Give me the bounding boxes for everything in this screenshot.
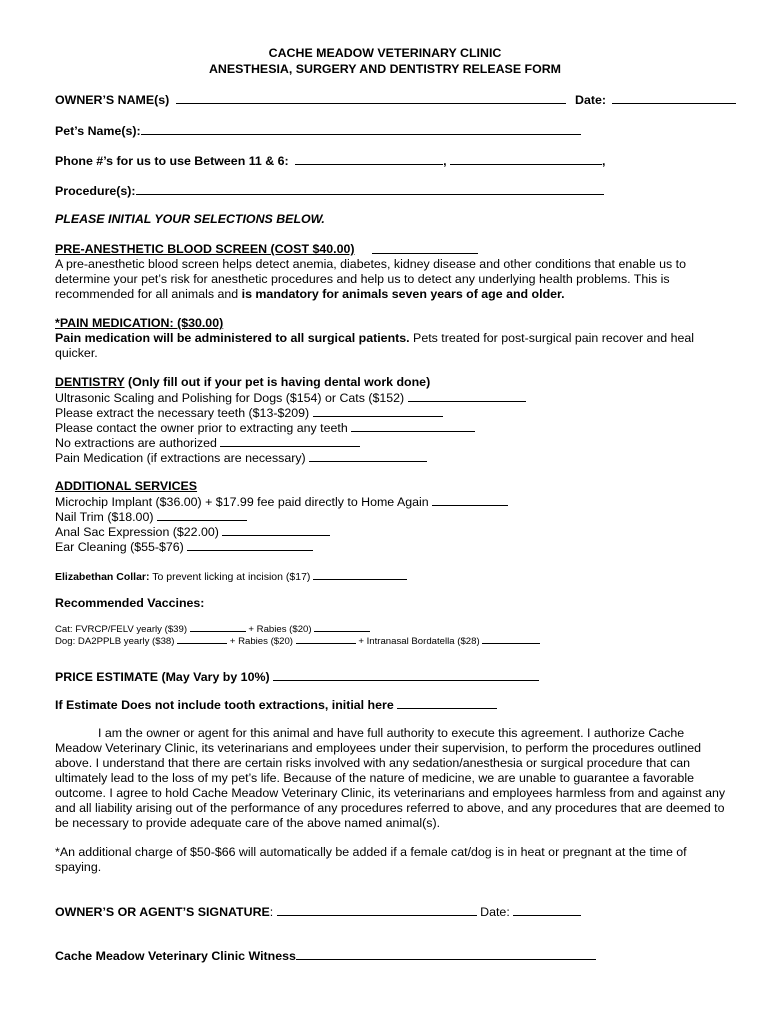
dentistry-item-field[interactable]: [309, 450, 427, 462]
dentistry-item-label: Please extract the necessary teeth ($13-$209): [55, 406, 310, 420]
owner-date-field[interactable]: [612, 92, 736, 104]
agreement-line: above. I understand that there are certain risks involved with any sedation/anesthesia or surgical procedure that can: [55, 756, 691, 770]
collar-text: To prevent licking at incision ($17): [149, 571, 311, 583]
agreement-line: ultimately lead to the loss of my pet’s life. Because of the nature of medicine, we are unable to guarantee a favorable: [55, 771, 694, 785]
pets-name-row: [55, 123, 581, 139]
additional-item-field[interactable]: [157, 509, 247, 521]
heat-note-1: *An additional charge of $50-$66 will automatically be added if a female cat/dog is in heat or pregnant at the time of: [55, 845, 687, 859]
additional-item-label: Nail Trim ($18.00): [55, 510, 154, 524]
cat-rabies-field[interactable]: [314, 622, 370, 632]
blood-screen-initial-field[interactable]: [372, 242, 478, 254]
signature-date-field[interactable]: [513, 904, 581, 916]
agreement-line: Meadow Veterinary Clinic, its veterinarians and employees under their supervision, to perform the procedures outlined: [55, 741, 702, 755]
pain-bold-text: Pain medication will be administered to all surgical patients.: [55, 331, 410, 345]
witness-label: Cache Meadow Veterinary Clinic Witness: [55, 949, 296, 963]
dentistry-item-label: Pain Medication (if extractions are necessary): [55, 451, 306, 465]
dog-vaccine-label: Dog: DA2PPLB yearly ($38): [55, 636, 175, 647]
price-estimate-row: [55, 669, 539, 685]
agreement-line: I am the owner or agent for this animal and have full authority to execute this agreement. I authorize Cache: [98, 726, 685, 740]
blood-screen-mandatory: is mandatory for animals seven years of age and older.: [241, 287, 565, 301]
dog-bordatella-field[interactable]: [482, 634, 540, 644]
signature-date-label: Date:: [480, 905, 510, 919]
initial-instruction: PLEASE INITIAL YOUR SELECTIONS BELOW.: [55, 212, 325, 226]
additional-item-label: Anal Sac Expression ($22.00): [55, 525, 219, 539]
additional-item-label: Microchip Implant ($36.00) + $17.99 fee paid directly to Home Again: [55, 495, 429, 509]
additional-heading: ADDITIONAL SERVICES: [55, 479, 198, 493]
witness-field[interactable]: [296, 948, 596, 960]
blood-screen-text-3a: recommended for all animals and: [55, 287, 242, 301]
additional-item: [55, 494, 508, 510]
dentistry-item-field[interactable]: [220, 435, 360, 447]
tooth-extraction-field[interactable]: [397, 697, 497, 709]
signature-row: [55, 904, 581, 920]
dentistry-heading-row: [55, 375, 430, 390]
blood-screen-heading-text: PRE-ANESTHETIC BLOOD SCREEN (COST $40.00): [55, 242, 355, 256]
tooth-extraction-row: [55, 697, 497, 713]
blood-screen-text-1: A pre-anesthetic blood screen helps detect anemia, diabetes, kidney disease and other conditions that enable us to: [55, 257, 686, 271]
tooth-extraction-label: If Estimate Does not include tooth extractions, initial here: [55, 698, 394, 712]
additional-item-field[interactable]: [187, 539, 313, 551]
pets-name-field[interactable]: [141, 123, 581, 135]
collar-field[interactable]: [313, 568, 407, 580]
additional-item-field[interactable]: [432, 494, 508, 506]
signature-label: OWNER’S OR AGENT’S SIGNATURE: [55, 905, 270, 919]
blood-screen-text-2: determine your pet’s risk for anesthetic procedures and help us to detect any underlying health problems. This is: [55, 272, 670, 286]
price-estimate-field[interactable]: [273, 669, 539, 681]
agreement-line: be necessary to provide adequate care of the above named animal(s).: [55, 816, 441, 830]
procedure-label: Procedure(s):: [55, 184, 136, 198]
dog-bordatella-label: + Intranasal Bordatella ($28): [358, 636, 480, 647]
cat-rabies-label: + Rabies ($20): [248, 624, 312, 635]
phone-label: Phone #’s for us to use Between 11 & 6:: [55, 154, 289, 168]
dentistry-item-field[interactable]: [351, 420, 475, 432]
dentistry-item: [55, 420, 475, 436]
dentistry-item-field[interactable]: [313, 405, 443, 417]
pain-text-2: quicker.: [55, 346, 98, 360]
blood-screen-heading: [55, 242, 355, 257]
procedure-row: [55, 183, 604, 199]
heat-note-2: spaying.: [55, 860, 102, 874]
phone-field-2[interactable]: [450, 153, 602, 165]
procedure-field[interactable]: [136, 183, 604, 195]
dog-vaccine-row: [55, 634, 540, 649]
clinic-name: CACHE MEADOW VETERINARY CLINIC: [268, 46, 502, 60]
phone-row: Phone #’s for us to use Between 11 & 6: , ,: [55, 154, 606, 168]
form-title: ANESTHESIA, SURGERY AND DENTISTRY RELEASE FORM: [208, 62, 562, 76]
owner-names-field[interactable]: [176, 92, 566, 104]
dog-rabies-field[interactable]: [296, 634, 356, 644]
witness-row: [55, 948, 596, 964]
owner-names-row: [55, 92, 566, 108]
agreement-line: and all liability arising out of the performance of any procedures referred to above, and any procedures that are deemed to: [55, 801, 725, 815]
owner-names-label: OWNER’S NAME(s): [55, 93, 170, 107]
additional-item: [55, 539, 313, 555]
additional-item-label: Ear Cleaning ($55-$76): [55, 540, 184, 554]
dentistry-item-label: No extractions are authorized: [55, 436, 217, 450]
dentistry-heading-note: (Only fill out if your pet is having dental work done): [124, 375, 431, 389]
additional-item-field[interactable]: [222, 524, 330, 536]
dentistry-heading: DENTISTRY: [55, 375, 125, 389]
owner-date-label: Date:: [575, 93, 606, 107]
owner-date-row: [575, 92, 736, 108]
signature-colon: :: [269, 905, 274, 919]
additional-item: [55, 509, 247, 525]
dog-vaccine-field[interactable]: [177, 634, 227, 644]
signature-field[interactable]: [277, 904, 477, 916]
dentistry-item: [55, 435, 360, 451]
dentistry-item-label: Please contact the owner prior to extracting any teeth: [55, 421, 348, 435]
collar-row: [55, 568, 407, 585]
dentistry-item: [55, 390, 526, 406]
additional-item: [55, 524, 330, 540]
dentistry-item: [55, 405, 443, 421]
pets-name-label: Pet’s Name(s):: [55, 124, 141, 138]
phone-field-1[interactable]: [295, 153, 443, 165]
vaccines-heading: Recommended Vaccines:: [55, 596, 205, 610]
dentistry-item-field[interactable]: [408, 390, 526, 402]
collar-label: Elizabethan Collar:: [55, 571, 150, 583]
dentistry-item: [55, 450, 427, 466]
dentistry-item-label: Ultrasonic Scaling and Polishing for Dogs ($154) or Cats ($152): [55, 391, 405, 405]
pain-heading: *PAIN MEDICATION: ($30.00): [55, 316, 224, 330]
dog-rabies-label: + Rabies ($20): [229, 636, 293, 647]
cat-vaccine-label: Cat: FVRCP/FELV yearly ($39): [55, 624, 188, 635]
price-estimate-label: PRICE ESTIMATE (May Vary by 10%): [55, 670, 270, 684]
cat-vaccine-field[interactable]: [190, 622, 246, 632]
pain-text-row: [55, 331, 694, 346]
pain-text: Pets treated for post-surgical pain recover and heal: [409, 331, 695, 345]
blood-screen-text-3: [55, 287, 565, 302]
agreement-line: outcome. I agree to hold Cache Meadow Veterinary Clinic, its veterinarians and employees harmless from and against any: [55, 786, 726, 800]
